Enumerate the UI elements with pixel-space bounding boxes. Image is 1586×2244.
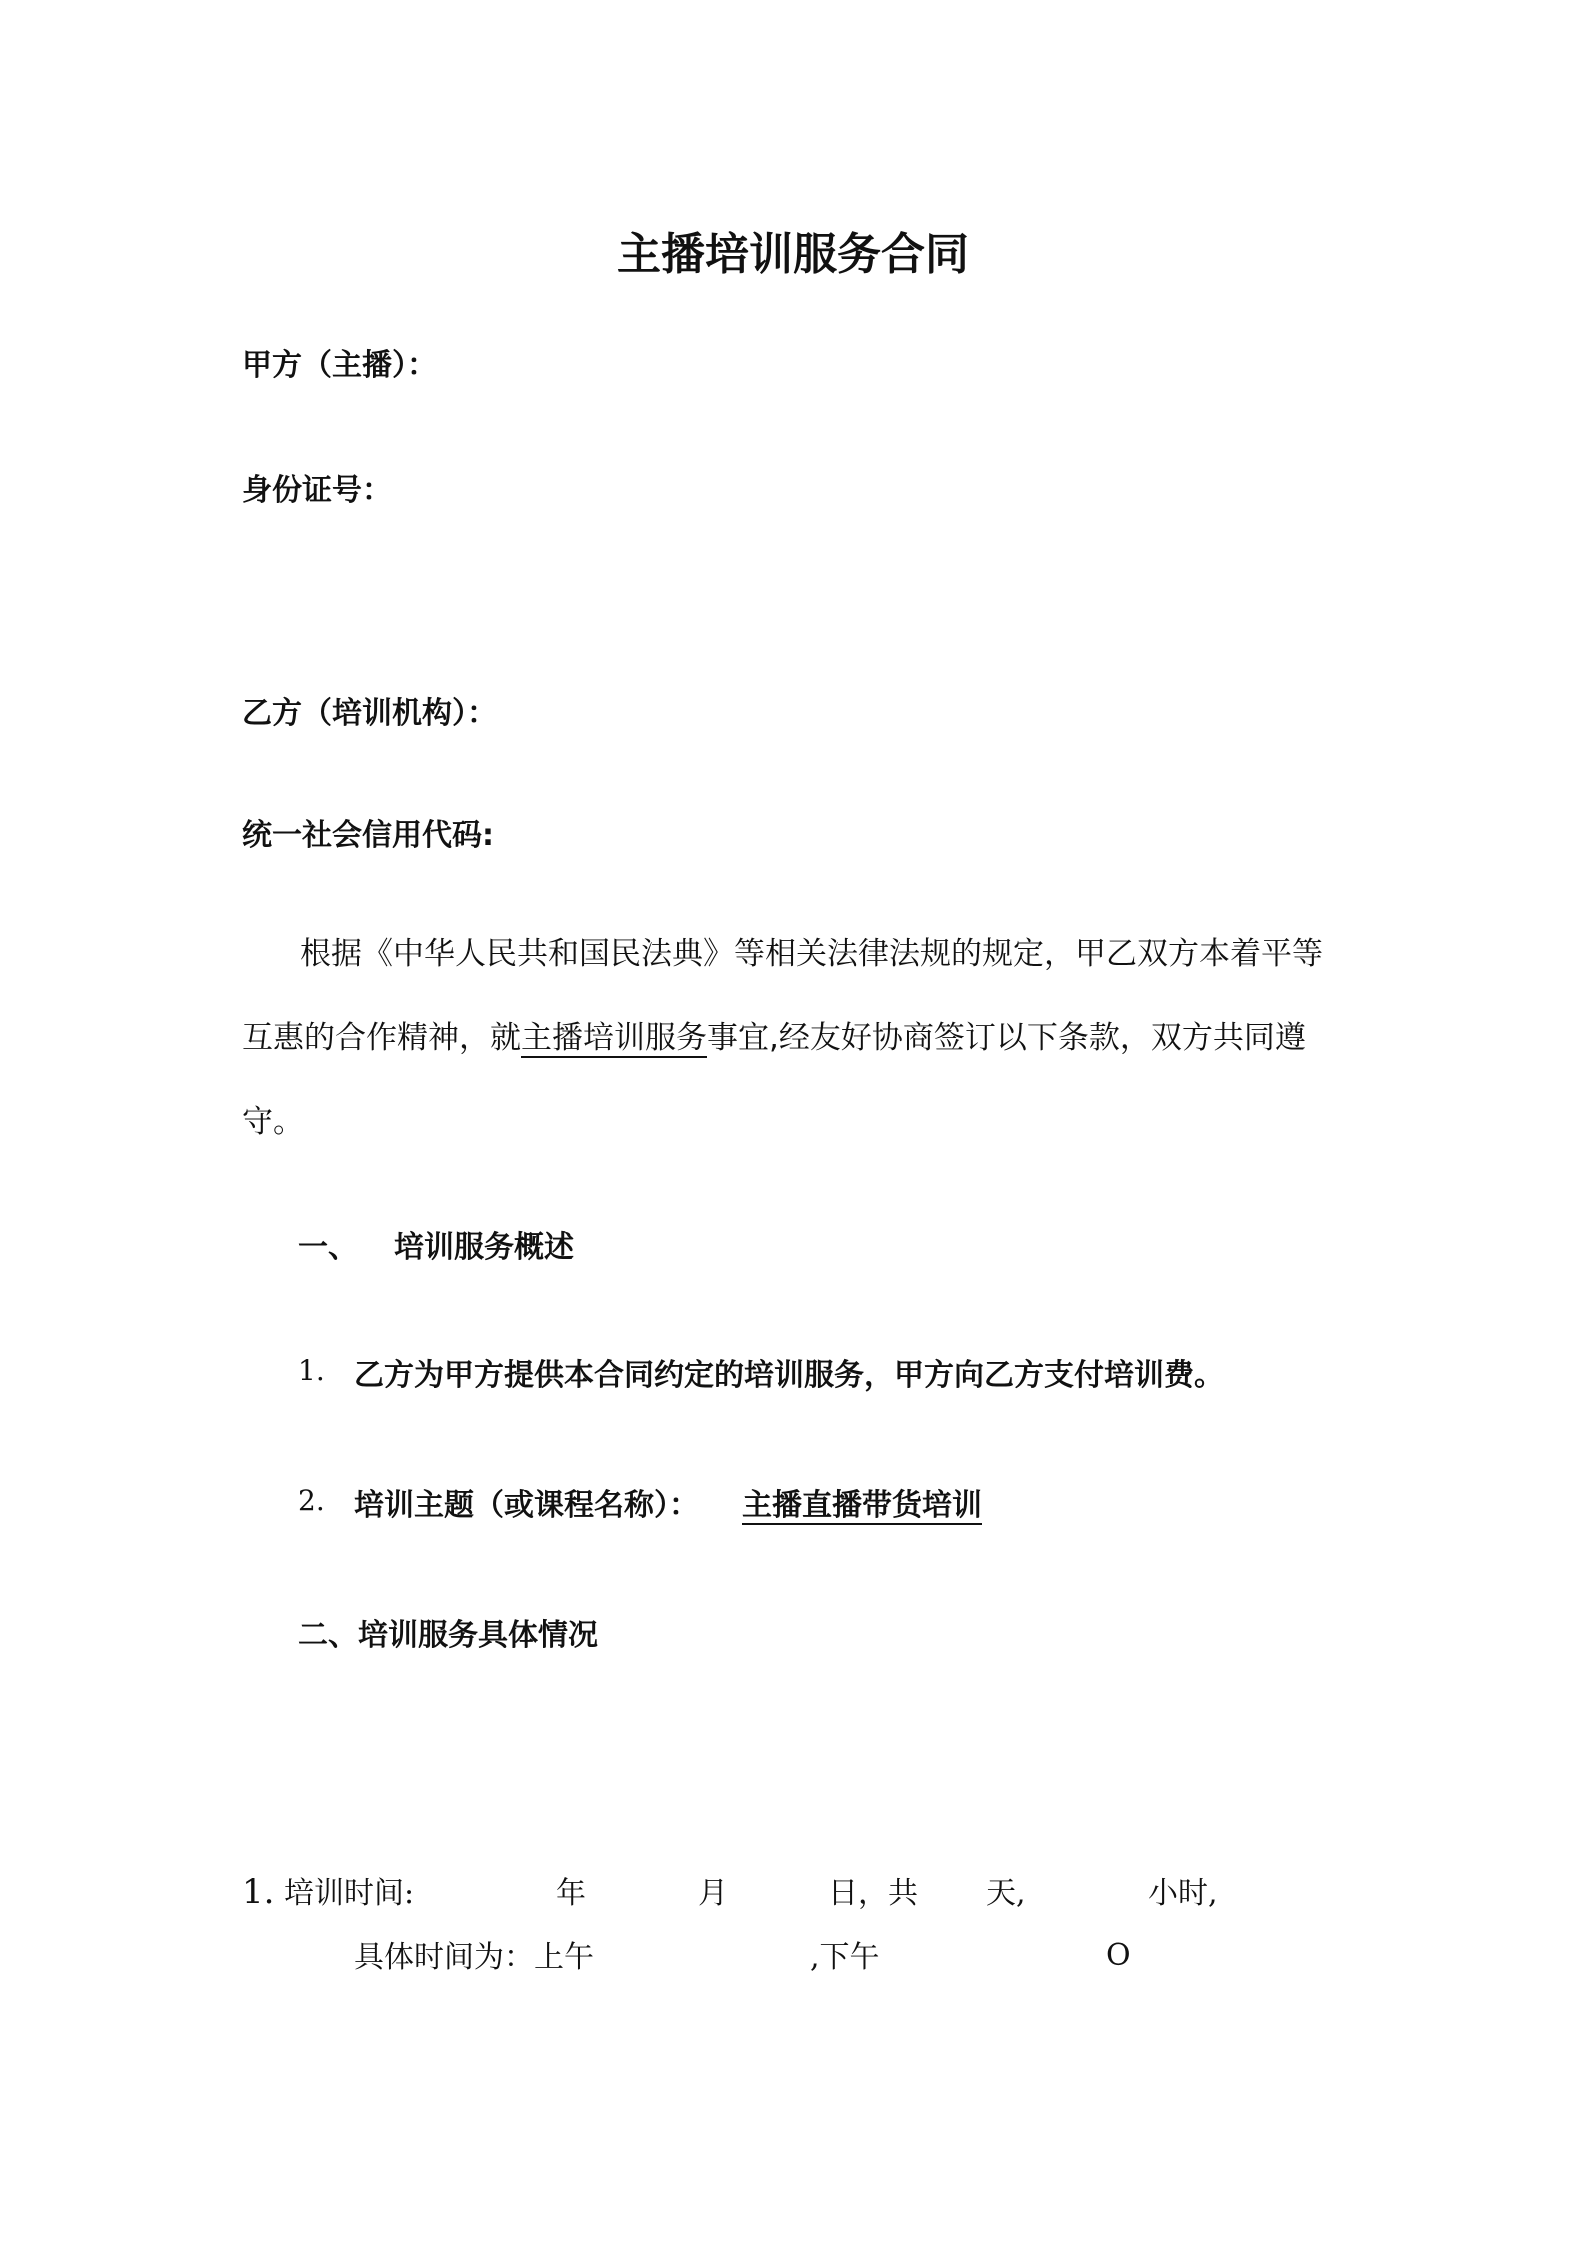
preamble-line-1: 根据《中华人民共和国民法典》等相关法律法规的规定，甲乙双方本着平等	[300, 936, 1323, 972]
detail-time-label: 具体时间为：上午	[354, 1940, 594, 1975]
section-1-item-1-text: 乙方为甲方提供本合同约定的培训服务，甲方向乙方支付培训费。	[354, 1358, 1224, 1393]
training-topic-value: 主播直播带货培训	[742, 1488, 982, 1523]
preamble-line-2-start: 互惠的合作精神，就	[242, 1020, 521, 1056]
section-1-item-1-number: 1.	[298, 1354, 325, 1387]
afternoon-label: ,下午	[810, 1940, 880, 1975]
training-time-label: 培训时间:	[284, 1876, 415, 1911]
section-2-title: 二、培训服务具体情况	[298, 1618, 598, 1653]
section-1-item-2-label: 培训主题（或课程名称）：	[354, 1488, 699, 1523]
preamble-line-3: 守。	[242, 1104, 304, 1140]
month-label: 月	[698, 1876, 728, 1911]
party-b-credit-code-label: 统一社会信用代码:	[242, 818, 494, 853]
party-b-label: 乙方（培训机构）：	[242, 696, 497, 731]
day-total-label: 日，共	[828, 1876, 918, 1911]
section-1-number: 一、	[298, 1230, 358, 1265]
preamble-line-2	[242, 1012, 1306, 1057]
section-2-item-1-number: 1.	[242, 1872, 275, 1912]
days-label: 天,	[986, 1876, 1026, 1911]
section-1-title: 培训服务概述	[394, 1230, 574, 1265]
hours-label: 小时,	[1148, 1876, 1218, 1911]
party-a-label: 甲方（主播）：	[242, 348, 437, 383]
document-title: 主播培训服务合同	[617, 229, 969, 280]
party-a-id-label: 身份证号：	[242, 473, 392, 508]
section-1-item-2-number: 2.	[298, 1484, 325, 1517]
year-label: 年	[556, 1876, 586, 1911]
end-mark: O	[1106, 1938, 1131, 1973]
preamble-service-underlined: 主播培训服务	[521, 1020, 707, 1056]
preamble-line-2-end: 事宜,经友好协商签订以下条款，双方共同遵	[707, 1020, 1306, 1056]
